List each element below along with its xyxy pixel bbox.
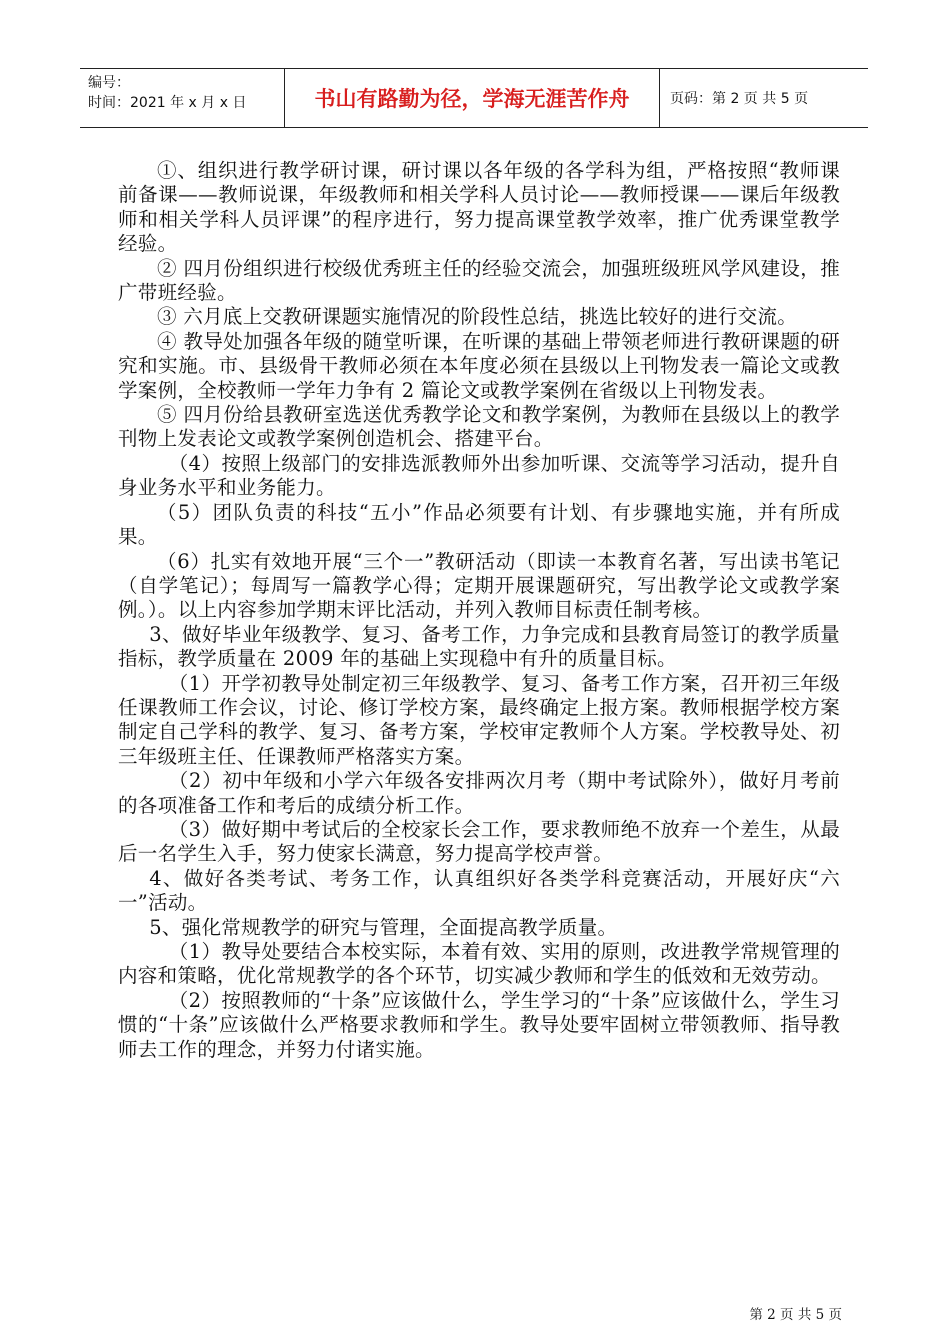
paragraph: ⑤ 四月份给县教研室选送优秀教学论文和教学案例，为教师在县级以上的教学刊物上发表论文或教学案例创造机会、搭建平台。: [118, 403, 840, 451]
paragraph: ③ 六月底上交教研课题实施情况的阶段性总结，挑选比较好的进行交流。: [157, 305, 798, 329]
paragraph: （4）按照上级部门的安排选派教师外出参加听课、交流等学习活动，提升自身业务水平和业务能力。: [118, 451, 840, 500]
paragraph: 4、做好各类考试、考务工作，认真组织好各类学科竞赛活动，开展好庆“六一”活动。: [118, 866, 840, 915]
document-number-label: 编号：: [88, 75, 130, 91]
page-header: [80, 68, 868, 128]
header-motto: 书山有路勤为径，学海无涯苦作舟: [285, 69, 660, 127]
paragraph: ①、组织进行教学研讨课，研讨课以各年级的各学科为组，严格按照“教师课前备课——教师说课，年级教师和相关学科人员讨论——教师授课——课后年级教师和相关学科人员评课”的程序进行，努力提高课堂教学效率，推广优秀课堂教学经验。: [118, 159, 840, 256]
paragraph: （1）开学初教导处制定初三年级教学、复习、备考工作方案，召开初三年级任课教师工作会议，讨论、修订学校方案，最终确定上报方案。教师根据学校方案制定自己学科的教学、复习、备考方案，学校审定教师个人方案。学校教导处、初三年级班主任、任课教师严格落实方案。: [118, 671, 840, 768]
page-footer: 第 2 页 共 5 页: [749, 1307, 842, 1323]
paragraph: 5、强化常规教学的研究与管理，全面提高教学质量。: [149, 915, 618, 939]
paragraph: （3）做好期中考试后的全校家长会工作，要求教师绝不放弃一个差生，从最后一名学生入手，努力使家长满意，努力提高学校声誉。: [118, 817, 840, 866]
document-time-label: 时间：2021 年 x 月 x 日: [88, 95, 247, 111]
header-page-number: 页码：第 2 页 共 5 页: [670, 91, 809, 107]
document-body: [118, 159, 840, 1062]
paragraph: ② 四月份组织进行校级优秀班主任的经验交流会，加强班级班风学风建设，推广带班经验。: [118, 256, 840, 305]
paragraph: （5）团队负责的科技“五小”作品必须要有计划、有步骤地实施，并有所成果。: [118, 500, 840, 549]
paragraph: （2）按照教师的“十条”应该做什么，学生学习的“十条”应该做什么，学生习惯的“十条”应该做什么严格要求教师和学生。教导处要牢固树立带领教师、指导教师去工作的理念，并努力付诸实施。: [118, 988, 840, 1061]
paragraph: （1）教导处要结合本校实际，本着有效、实用的原则，改进教学常规管理的内容和策略，优化常规教学的各个环节，切实减少教师和学生的低效和无效劳动。: [118, 940, 840, 988]
paragraph: 3、做好毕业年级教学、复习、备考工作，力争完成和县教育局签订的教学质量指标，教学质量在 2009 年的基础上实现稳中有升的质量目标。: [118, 622, 840, 671]
header-meta: [80, 69, 285, 127]
paragraph: （6）扎实有效地开展“三个一”教研活动（即读一本教育名著，写出读书笔记（自学笔记）；每周写一篇教学心得；定期开展课题研究，写出教学论文或教学案例。）。以上内容参加学期末评比活动，并列入教师目标责任制考核。: [118, 549, 840, 622]
paragraph: ④ 教导处加强各年级的随堂听课，在听课的基础上带领老师进行教研课题的研究和实施。市、县级骨干教师必须在本年度必须在县级以上刊物发表一篇论文或教学案例，全校教师一学年力争有 2 篇论文或教学案例在省级以上刊物发表。: [118, 329, 840, 402]
paragraph: （2）初中年级和小学六年级各安排两次月考（期中考试除外），做好月考前的各项准备工作和考后的成绩分析工作。: [118, 769, 840, 817]
